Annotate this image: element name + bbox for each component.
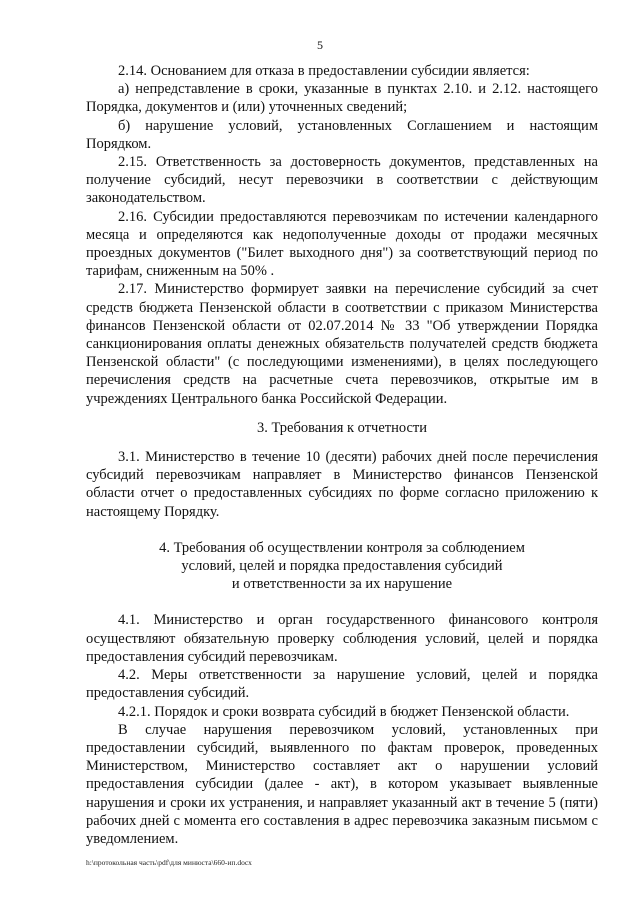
section-heading-3: 3. Требования к отчетности — [256, 419, 428, 436]
section-heading-4-line-3: и ответственности за их нарушение — [231, 576, 453, 593]
paragraph-2-14-b: б) нарушение условий, установленных Соглашением и настоящим Порядком. — [86, 117, 598, 152]
paragraph-2-14: 2.14. Основанием для отказа в предоставлении субсидии является: — [118, 63, 530, 79]
paragraph-2-15: 2.15. Ответственность за достоверность документов, представленных на получение субсидий, несут перевозчики в соответствии с действующим законодательством. — [86, 154, 598, 207]
file-path-footer: h:\протокольная часть\pdf\для минюста\660-ип.docx — [86, 858, 252, 867]
paragraph-4-1: 4.1. Министерство и орган государственного финансового контроля осуществляют обязательную проверку соблюдения условий, целей и порядка предоставления субсидий перевозчикам. — [86, 612, 598, 665]
paragraph-2-17: 2.17. Министерство формирует заявки на перечисление субсидий за счет средств бюджета Пензенской области в соответствии с приказом Министерства финансов Пензенской области от 02.07.2014 № 33 "Об утверждении Порядка санкционирования оплаты денежных обязательств получателей средств бюджета Пензенской области" (с последующими изменениями), в целях последующего перечисления средств на расчетные счета перевозчиков, открытые им в учреждениях Центрального банка Российской Федерации. — [86, 281, 598, 407]
paragraph-violation: В случае нарушения перевозчиком условий, установленных при предоставлении субсидий, выявленного по фактам проверок, проведенных Министерством, Министерство составляет акт о нарушении условий предоставления субсидии (далее - акт), в котором указывает выявленные нарушения и сроки их устранения, и направляет указанный акт в течение 5 (пяти) рабочих дней с момента его составления в адрес перевозчика заказным письмом с уведомлением. — [86, 721, 598, 847]
document-body — [86, 62, 598, 848]
paragraph-2-16: 2.16. Субсидии предоставляются перевозчикам по истечении календарного месяца и определяются как недополученные доходы от продажи месячных проездных документов ("Билет выходного дня") за соответствующий период по тарифам, сниженным на 50% . — [86, 208, 598, 280]
paragraph-4-2-1: 4.2.1. Порядок и сроки возврата субсидий в бюджет Пензенской области. — [118, 703, 570, 720]
section-heading-4-line-2: условий, целей и порядка предоставления субсидий — [181, 558, 503, 575]
paragraph-4-2: 4.2. Меры ответственности за нарушение условий, целей и порядка предоставления субсидий. — [86, 667, 598, 702]
paragraph-3-1: 3.1. Министерство в течение 10 (десяти) рабочих дней после перечисления субсидий перевозчикам направляет в Министерство финансов Пензенской области отчет о предоставленных субсидиях по форме согласно приложению к настоящему Порядку. — [86, 449, 598, 520]
paragraph-2-14-a: а) непредставление в сроки, указанные в пунктах 2.10. и 2.12. настоящего Порядка, документов и (или) уточненных сведений; — [86, 81, 598, 116]
page-number: 5 — [317, 38, 323, 52]
section-heading-4-line-1: 4. Требования об осуществлении контроля за соблюдением — [159, 539, 525, 556]
